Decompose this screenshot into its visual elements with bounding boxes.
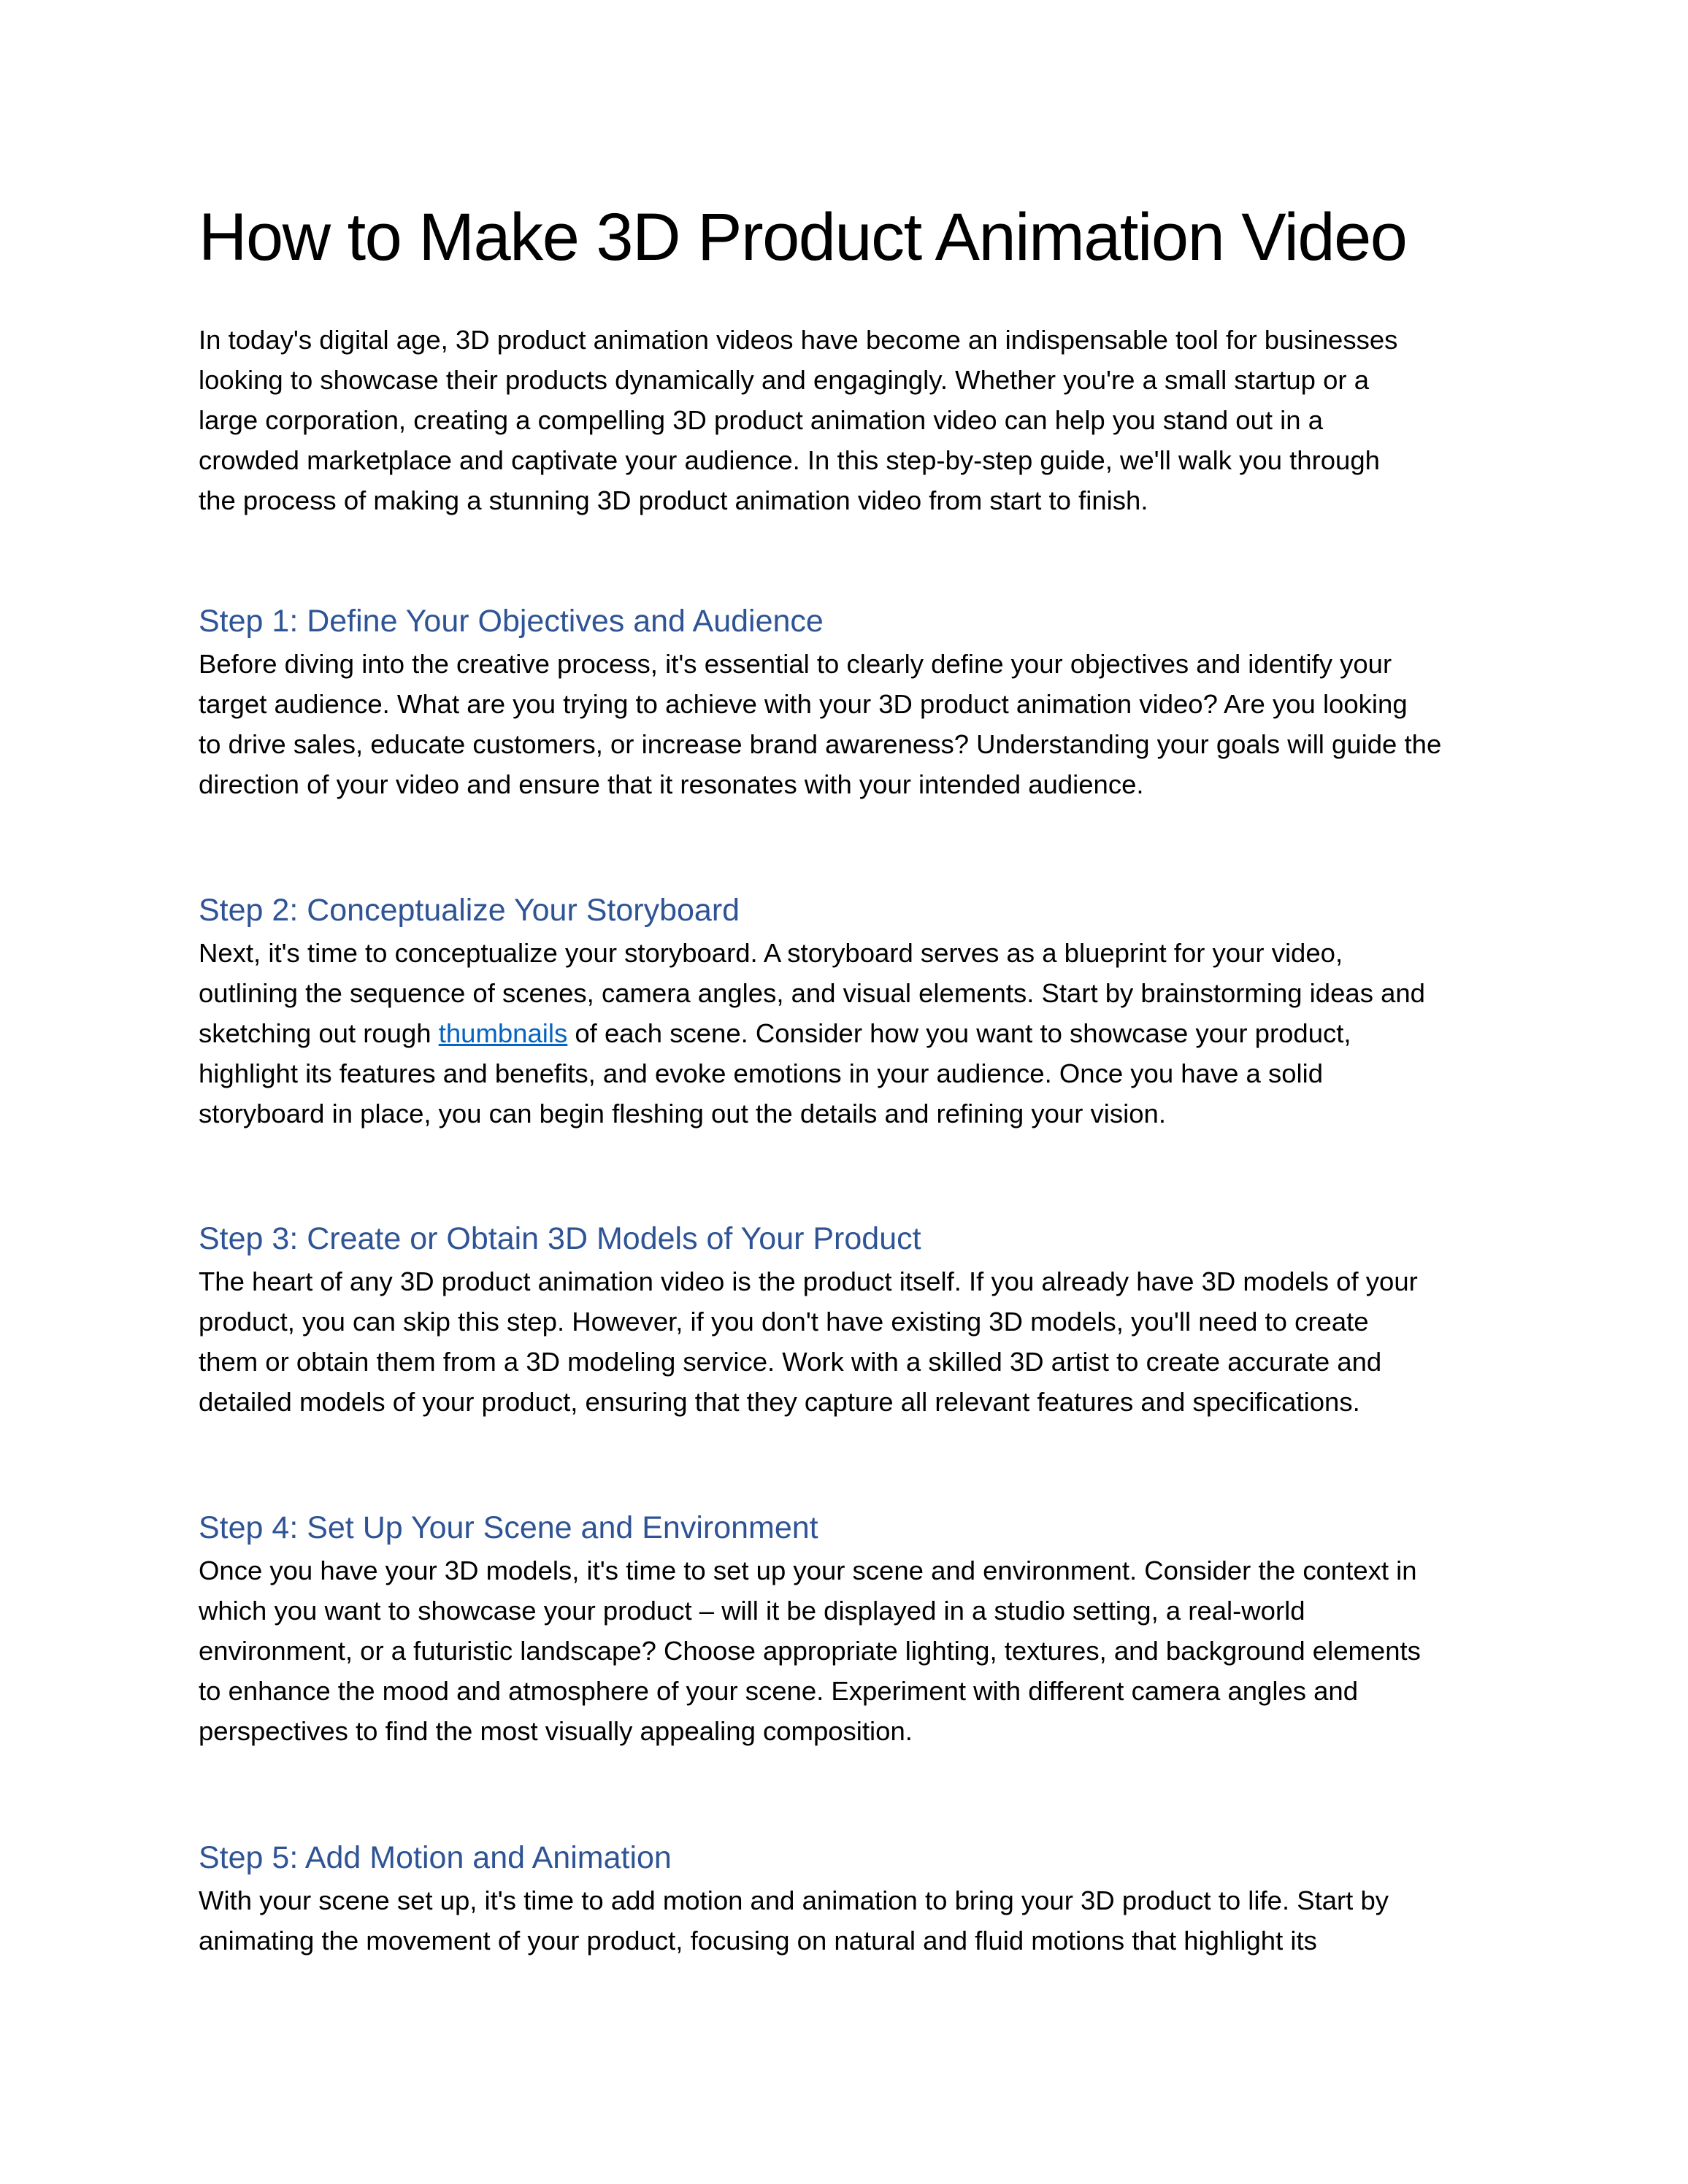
intro-line: looking to showcase their products dynamically and engagingly. Whether you're a small startup or a bbox=[199, 365, 1369, 395]
section-heading: Step 2: Conceptualize Your Storyboard bbox=[199, 893, 740, 928]
section-heading: Step 1: Define Your Objectives and Audience bbox=[199, 604, 824, 639]
paragraph-line: animating the movement of your product, focusing on natural and fluid motions that highlight its bbox=[199, 1926, 1317, 1956]
intro-line: crowded marketplace and captivate your audience. In this step-by-step guide, we'll walk you through bbox=[199, 445, 1380, 475]
paragraph-line-with-link bbox=[199, 1013, 1498, 1053]
thumbnails-link[interactable]: thumbnails bbox=[438, 1018, 568, 1048]
paragraph-line: Before diving into the creative process, it's essential to clearly define your objectives and identify your bbox=[199, 649, 1392, 679]
paragraph-line: them or obtain them from a 3D modeling service. Work with a skilled 3D artist to create accurate and bbox=[199, 1347, 1382, 1377]
paragraph-line: Next, it's time to conceptualize your storyboard. A storyboard serves as a blueprint for your video, bbox=[199, 938, 1343, 968]
document-title: How to Make 3D Product Animation Video bbox=[199, 200, 1407, 274]
intro-line: large corporation, creating a compelling 3D product animation video can help you stand out in a bbox=[199, 405, 1324, 435]
paragraph-line: to enhance the mood and atmosphere of your scene. Experiment with different camera angles and bbox=[199, 1676, 1359, 1706]
paragraph-line: product, you can skip this step. However, if you don't have existing 3D models, you'll need to create bbox=[199, 1307, 1369, 1337]
section-heading: Step 5: Add Motion and Animation bbox=[199, 1840, 672, 1875]
paragraph-line: storyboard in place, you can begin fleshing out the details and refining your vision. bbox=[199, 1099, 1166, 1128]
section-heading: Step 4: Set Up Your Scene and Environment bbox=[199, 1510, 818, 1545]
paragraph-line: The heart of any 3D product animation video is the product itself. If you already have 3D models of your bbox=[199, 1266, 1418, 1296]
section-step-2 bbox=[199, 889, 1498, 1134]
section-step-3 bbox=[199, 1218, 1498, 1422]
paragraph-line: which you want to showcase your product – will it be displayed in a studio setting, a real-world bbox=[199, 1596, 1305, 1626]
paragraph-line: perspectives to find the most visually appealing composition. bbox=[199, 1716, 913, 1746]
paragraph-line: With your scene set up, it's time to add motion and animation to bring your 3D product to life. Start by bbox=[199, 1885, 1389, 1915]
text-before-link: sketching out rough bbox=[199, 1018, 439, 1048]
text-after-link: of each scene. Consider how you want to showcase your product, bbox=[567, 1018, 1351, 1048]
paragraph-line: target audience. What are you trying to achieve with your 3D product animation video? Are you looking bbox=[199, 689, 1408, 719]
intro-paragraph bbox=[199, 320, 1498, 520]
section-step-1 bbox=[199, 600, 1498, 804]
paragraph-line: to drive sales, educate customers, or increase brand awareness? Understanding your goals will guide the bbox=[199, 729, 1442, 759]
paragraph-line: detailed models of your product, ensuring that they capture all relevant features and specifications. bbox=[199, 1387, 1360, 1417]
paragraph-line: outlining the sequence of scenes, camera angles, and visual elements. Start by brainstorming ideas and bbox=[199, 978, 1425, 1008]
section-step-4 bbox=[199, 1507, 1498, 1751]
paragraph-line: highlight its features and benefits, and evoke emotions in your audience. Once you have a solid bbox=[199, 1058, 1324, 1088]
intro-line: In today's digital age, 3D product animation videos have become an indispensable tool for businesses bbox=[199, 325, 1398, 355]
paragraph-line: direction of your video and ensure that it resonates with your intended audience. bbox=[199, 769, 1144, 799]
section-heading: Step 3: Create or Obtain 3D Models of Your Product bbox=[199, 1221, 921, 1256]
section-step-5 bbox=[199, 1837, 1498, 1961]
paragraph-line: Once you have your 3D models, it's time to set up your scene and environment. Consider the context in bbox=[199, 1556, 1417, 1585]
paragraph-line: environment, or a futuristic landscape? Choose appropriate lighting, textures, and background elements bbox=[199, 1636, 1421, 1666]
intro-line: the process of making a stunning 3D product animation video from start to finish. bbox=[199, 485, 1148, 515]
